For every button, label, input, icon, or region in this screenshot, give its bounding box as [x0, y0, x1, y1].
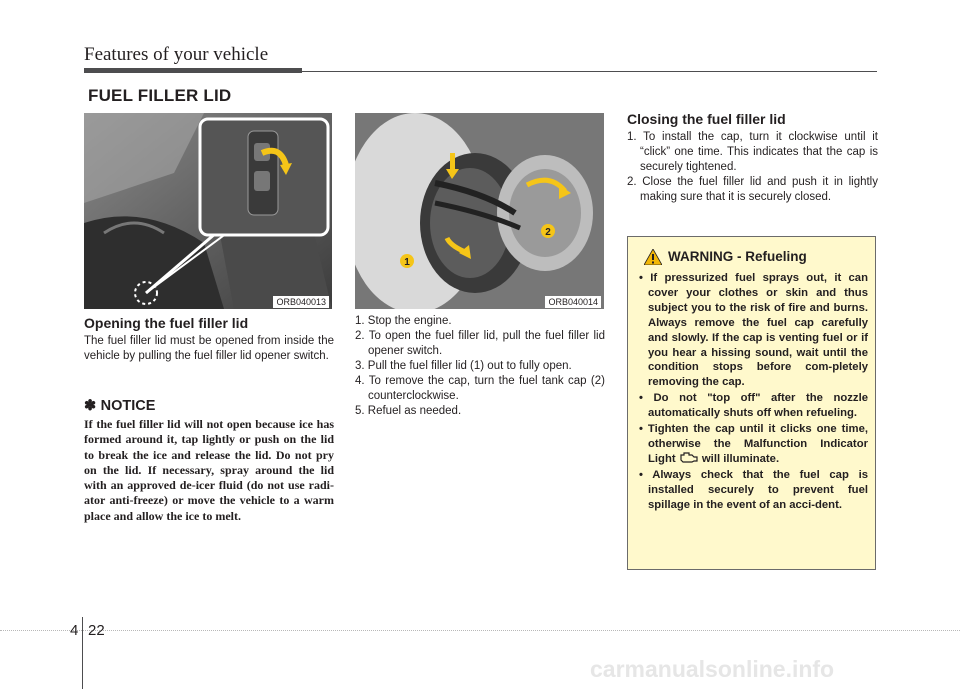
section-title: FUEL FILLER LID [88, 86, 232, 105]
warning-triangle-icon [644, 249, 662, 265]
notice-symbol: ✽ [84, 398, 97, 414]
opening-text: The fuel filler lid must be opened from inside the vehicle by pulling the fuel filler lid opener switch. [84, 335, 334, 362]
opening-heading: Opening the fuel filler lid [84, 315, 249, 331]
warning-item-mil [636, 422, 868, 467]
photo-opener-switch-illustration [84, 113, 332, 309]
chapter-number: 4 [70, 622, 79, 639]
notice-text: If the fuel filler lid will not open because ice has formed around it, tap lightly or push on the lid to break the ice and release the lid. Do not pry on the lid. If necessary, spray around the lid with an approved de-icer fluid (do not use radi-ator anti-freeze) or move the vehicle to a warm place and allow the ice to melt. [84, 417, 334, 523]
engine-check-icon [679, 452, 699, 463]
closing-steps [627, 130, 878, 205]
closing-heading: Closing the fuel filler lid [627, 111, 786, 127]
callout-2: 2 [545, 227, 551, 238]
step-item: 3. Pull the fuel filler lid (1) out to fully open. [355, 360, 572, 372]
photo-caption-middle: ORB040014 [545, 296, 601, 308]
closing-step-item: 2. Close the fuel filler lid and push it in lightly making sure that it is securely closed. [627, 176, 878, 203]
header-title: Features of your vehicle [84, 44, 269, 65]
photo-filler-cap-illustration [355, 113, 604, 309]
footer-divider [82, 617, 83, 689]
warning-item-text-before: • Tighten the cap until it clicks one time, otherwise the Malfunction Indicator Light [639, 423, 868, 465]
photo-caption-left: ORB040013 [273, 296, 329, 308]
warning-list [636, 271, 868, 514]
warning-title: WARNING [668, 249, 734, 264]
step-item: 4. To remove the cap, turn the fuel tank cap (2) counterclockwise. [355, 375, 605, 402]
step-item: 5. Refuel as needed. [355, 405, 462, 417]
photo-filler-cap [355, 113, 604, 309]
notice-title: NOTICE [100, 398, 156, 414]
notice-heading [84, 397, 334, 415]
photo-opener-switch [84, 113, 332, 309]
step-item: 1. Stop the engine. [355, 315, 452, 327]
warning-item: • If pressurized fuel sprays out, it can cover your clothes or skin and thus subject you to the risk of fire and burns. Always remove the fuel cap carefully and slowly. If the cap is venting fuel or if you hear a hissing sound, wait until the condition stops before com-pletely removing the cap. [639, 272, 868, 389]
warning-item: • Always check that the fuel cap is installed securely to prevent fuel spillage in the event of an acci-dent. [639, 468, 868, 511]
header-rule-accent [84, 68, 302, 73]
warning-item: • Do not "top off" after the nozzle automatically shuts off when refueling. [639, 392, 868, 420]
step-item: 2. To open the fuel filler lid, pull the fuel filler lid opener switch. [355, 330, 605, 357]
opening-steps [355, 314, 605, 419]
footer-dotted-rule [0, 630, 960, 631]
warning-item-text-after: will illuminate. [698, 452, 780, 465]
page-number: 22 [88, 622, 105, 639]
closing-step-item: 1. To install the cap, turn it clockwise until it “click” one time. This indicates that the cap is securely tightened. [627, 131, 878, 173]
warning-box [627, 236, 876, 570]
callout-1: 1 [404, 257, 410, 268]
warning-subtitle: - Refueling [733, 249, 807, 264]
watermark: carmanualsonline.info [590, 656, 835, 682]
